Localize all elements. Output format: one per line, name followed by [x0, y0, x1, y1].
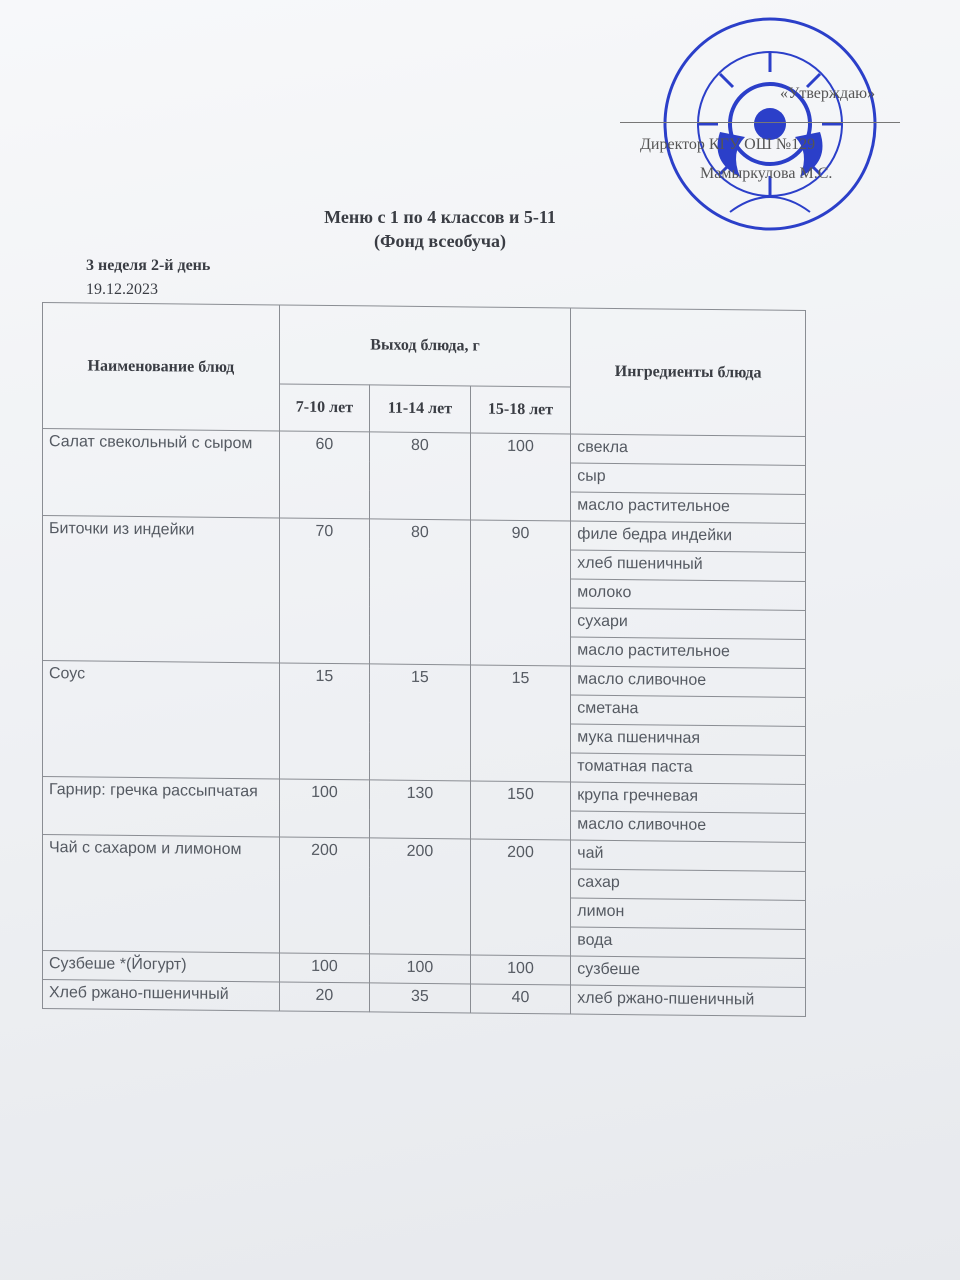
- yield-age-11-14: 80: [370, 432, 471, 520]
- yield-age-15-18: 100: [470, 955, 571, 985]
- ingredient: масло растительное: [571, 492, 806, 523]
- yield-age-7-10: 100: [279, 779, 369, 838]
- yield-age-11-14: 15: [370, 664, 471, 781]
- title-line-2: (Фонд всеобуча): [373, 231, 507, 251]
- ingredient: вода: [571, 927, 806, 958]
- header-yield: Выход блюда, г: [279, 305, 571, 387]
- official-stamp: [660, 12, 880, 237]
- approval-label: «Утверждаю»: [780, 85, 876, 102]
- ingredient: хлеб пшеничный: [571, 550, 806, 581]
- yield-age-7-10: 100: [279, 953, 369, 983]
- yield-age-7-10: 60: [279, 431, 369, 519]
- menu-date: 19.12.2023: [86, 281, 158, 298]
- signature-line: [620, 122, 900, 123]
- ingredient: мука пшеничная: [571, 724, 806, 755]
- ingredient: лимон: [571, 898, 806, 929]
- ingredient: хлеб ржано-пшеничный: [571, 985, 806, 1016]
- ingredient: чай: [571, 840, 806, 871]
- page-title: [260, 205, 620, 253]
- dish-name: Гарнир: гречка рассыпчатая: [43, 777, 280, 837]
- header-dish-name: Наименование блюд: [43, 303, 280, 431]
- header-age-3: 15-18 лет: [470, 386, 571, 434]
- header-age-2: 11-14 лет: [370, 385, 471, 433]
- ingredient: сахар: [571, 869, 806, 900]
- menu-table: [42, 302, 806, 1017]
- dish-name: Салат свекольный с сыром: [43, 429, 280, 518]
- yield-age-15-18: 150: [470, 781, 571, 840]
- yield-age-15-18: 100: [470, 433, 571, 521]
- director-title: Директор КГУ ОШ №129: [640, 136, 816, 153]
- ingredient: томатная паста: [571, 753, 806, 784]
- ingredient: сметана: [571, 695, 806, 726]
- yield-age-7-10: 200: [279, 837, 369, 954]
- ingredient: крупа гречневая: [571, 782, 806, 813]
- yield-age-7-10: 20: [279, 982, 369, 1012]
- yield-age-11-14: 35: [370, 983, 471, 1013]
- ingredient: масло растительное: [571, 637, 806, 668]
- ingredient: молоко: [571, 579, 806, 610]
- ingredient: филе бедра индейки: [571, 521, 806, 552]
- yield-age-11-14: 130: [370, 780, 471, 839]
- ingredient: масло сливочное: [571, 666, 806, 697]
- ingredient: масло сливочное: [571, 811, 806, 842]
- header-age-1: 7-10 лет: [279, 384, 369, 432]
- yield-age-11-14: 80: [370, 519, 471, 665]
- dish-name: Хлеб ржано-пшеничный: [43, 980, 280, 1011]
- yield-age-7-10: 70: [279, 518, 369, 664]
- yield-age-11-14: 200: [370, 838, 471, 955]
- dish-name: Биточки из индейки: [43, 516, 280, 663]
- yield-age-11-14: 100: [370, 954, 471, 984]
- ingredient: сыр: [571, 463, 806, 494]
- yield-age-7-10: 15: [279, 663, 369, 780]
- menu-body: [43, 429, 806, 1017]
- week-day: 3 неделя 2-й день: [86, 257, 211, 274]
- title-line-1: Меню с 1 по 4 классов и 5-11: [324, 207, 556, 227]
- ingredient: сузбеше: [571, 956, 806, 987]
- yield-age-15-18: 90: [470, 520, 571, 666]
- ingredient: свекла: [571, 434, 806, 465]
- dish-name: Чай с сахаром и лимоном: [43, 835, 280, 953]
- yield-age-15-18: 40: [470, 984, 571, 1014]
- yield-age-15-18: 15: [470, 665, 571, 782]
- director-name: Мамыркулова М.С.: [700, 165, 833, 182]
- header-ingredients: Ингредиенты блюда: [571, 308, 806, 436]
- dish-name: Соус: [43, 661, 280, 779]
- yield-age-15-18: 200: [470, 839, 571, 956]
- dish-name: Сузбеше *(Йогурт): [43, 951, 280, 982]
- ingredient: сухари: [571, 608, 806, 639]
